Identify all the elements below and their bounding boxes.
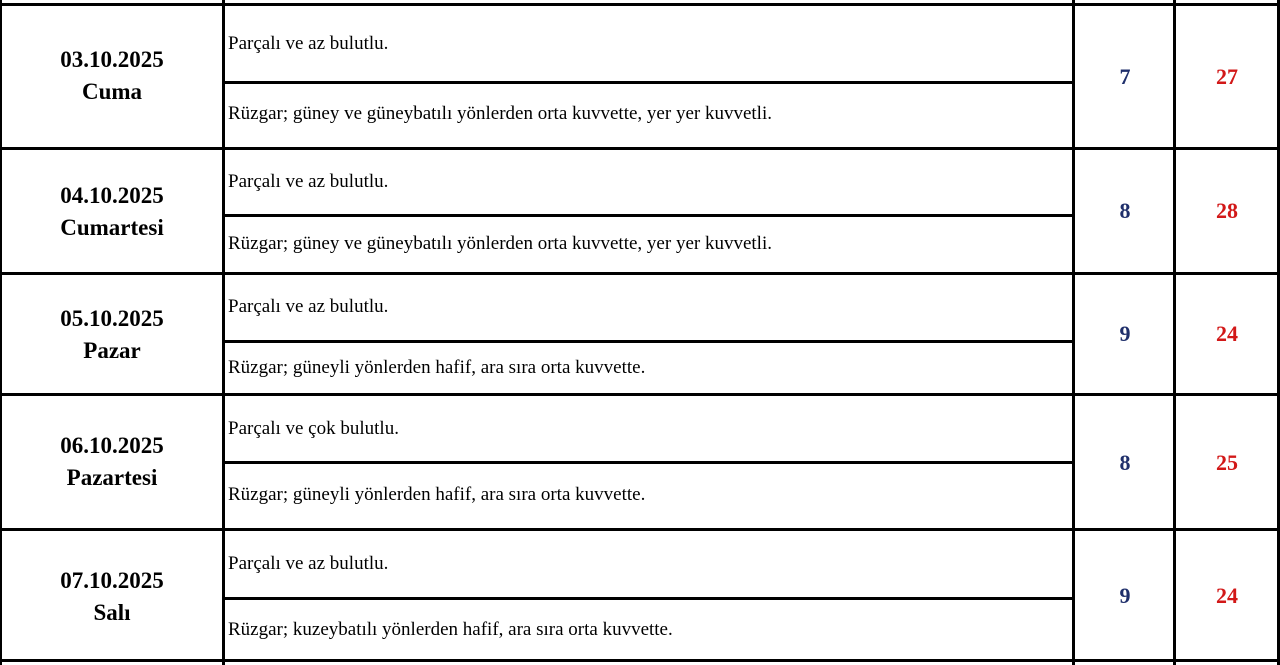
row-divider xyxy=(0,528,1280,531)
max-temp: 24 xyxy=(1216,321,1238,346)
wind-description: Rüzgar; güneyli yönlerden hafif, ara sıra orta kuvvette. xyxy=(228,357,646,378)
weekday: Cuma xyxy=(81,79,143,104)
inner-divider xyxy=(224,461,1073,464)
wind-description: Rüzgar; güneyli yönlerden hafif, ara sıra orta kuvvette. xyxy=(228,484,646,505)
wind-description: Rüzgar; kuzeybatılı yönlerden hafif, ara sıra orta kuvvette. xyxy=(228,619,673,640)
inner-divider xyxy=(224,214,1073,217)
row-divider xyxy=(0,272,1280,275)
wind-description: Rüzgar; güney ve güneybatılı yönlerden orta kuvvette, yer yer kuvvetli. xyxy=(228,233,772,254)
sky-description: Parçalı ve çok bulutlu. xyxy=(228,418,399,439)
wind-description: Rüzgar; güney ve güneybatılı yönlerden orta kuvvette, yer yer kuvvetli. xyxy=(228,103,772,124)
min-temp: 9 xyxy=(1119,583,1131,608)
max-temp: 25 xyxy=(1216,450,1238,475)
date-cell xyxy=(0,430,224,494)
min-temp: 8 xyxy=(1119,450,1131,475)
weekday: Pazartesi xyxy=(66,465,158,490)
date-cell xyxy=(0,565,224,629)
sky-description: Parçalı ve az bulutlu. xyxy=(228,171,389,192)
row-divider xyxy=(0,659,1280,662)
sky-description: Parçalı ve az bulutlu. xyxy=(228,553,389,574)
sky-description: Parçalı ve az bulutlu. xyxy=(228,296,389,317)
date-cell xyxy=(0,44,224,108)
inner-divider xyxy=(224,81,1073,84)
max-temp: 24 xyxy=(1216,583,1238,608)
row-divider xyxy=(0,3,1280,6)
inner-divider xyxy=(224,597,1073,600)
sky-description: Parçalı ve az bulutlu. xyxy=(228,33,389,54)
date: 06.10.2025 xyxy=(60,433,164,458)
row-divider xyxy=(0,393,1280,396)
inner-divider xyxy=(224,340,1073,343)
date: 03.10.2025 xyxy=(60,47,164,72)
date: 07.10.2025 xyxy=(60,568,164,593)
min-temp: 9 xyxy=(1119,321,1131,346)
max-temp: 27 xyxy=(1216,64,1238,89)
date: 04.10.2025 xyxy=(60,183,164,208)
min-temp: 8 xyxy=(1119,198,1131,223)
max-temp: 28 xyxy=(1216,198,1238,223)
weekday: Pazar xyxy=(83,338,141,363)
date-cell xyxy=(0,180,224,244)
row-divider xyxy=(0,147,1280,150)
date: 05.10.2025 xyxy=(60,306,164,331)
weekday: Salı xyxy=(93,600,131,625)
weekday: Cumartesi xyxy=(60,215,164,240)
date-cell xyxy=(0,303,224,367)
min-temp: 7 xyxy=(1119,64,1131,89)
